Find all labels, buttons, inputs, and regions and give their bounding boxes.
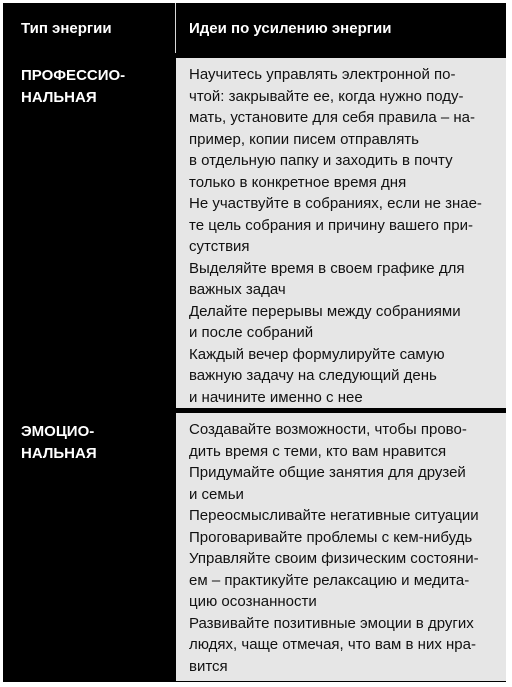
- idea-line: цию осознанности: [189, 593, 317, 610]
- idea-line: в отдельную папку и заходить в почту: [189, 152, 453, 169]
- table-header: [3, 3, 506, 53]
- row-type-line: НАЛЬНАЯ: [21, 445, 97, 462]
- idea-line: важную задачу на следующий день: [189, 367, 437, 384]
- idea-line: Научитесь управлять электронной по-: [189, 66, 456, 83]
- idea-line: Проговаривайте проблемы с кем-нибудь: [189, 528, 473, 546]
- idea-line: дить время с теми, кто вам нравится: [189, 442, 447, 460]
- header-energy-ideas: Идеи по усилению энергии: [189, 19, 392, 37]
- idea-line: Управляйте своим физическим состояни-: [189, 550, 479, 567]
- header-divider: [175, 3, 176, 53]
- idea-line: сутствия: [189, 238, 250, 255]
- idea-line: вится: [189, 657, 228, 675]
- idea-line: Придумайте общие занятия для друзей: [189, 464, 466, 481]
- row-ideas-professional: [176, 58, 506, 408]
- row-type-line: ЭМОЦИО-: [21, 423, 95, 440]
- idea-line: мать, установите для себя правила – на-: [189, 109, 475, 126]
- row-ideas-emotional: [176, 413, 506, 681]
- idea-line: Каждый вечер формулируйте самую: [189, 345, 445, 363]
- idea-line: людях, чаще отмечая, что вам в них нра-: [189, 636, 476, 653]
- idea-line: Развивайте позитивные эмоции в других: [189, 614, 474, 632]
- idea-line: те цель собрания и причину вашего при-: [189, 216, 473, 234]
- row-type-line: НАЛЬНАЯ: [21, 89, 97, 106]
- row-type-emotional: [21, 421, 97, 465]
- row-type-professional: [21, 65, 125, 109]
- header-energy-type: Тип энергии: [21, 19, 112, 37]
- idea-line: и начините именно с нее: [189, 388, 363, 406]
- idea-line: Делайте перерывы между собраниями: [189, 302, 461, 320]
- idea-line: чтой: закрывайте ее, когда нужно поду-: [189, 87, 464, 105]
- idea-line: и после собраний: [189, 324, 314, 341]
- idea-line: Не участвуйте в собраниях, если не знае-: [189, 195, 482, 212]
- idea-line: Создавайте возможности, чтобы прово-: [189, 421, 467, 438]
- energy-table: [3, 3, 506, 682]
- idea-line: важных задач: [189, 281, 286, 298]
- idea-line: Переосмысливайте негативные ситуации: [189, 507, 479, 524]
- row-type-line: ПРОФЕССИО-: [21, 67, 126, 84]
- idea-line: и семьи: [189, 485, 244, 503]
- idea-line: пример, копии писем отправлять: [189, 130, 419, 148]
- idea-line: только в конкретное время дня: [189, 173, 407, 191]
- idea-line: ем – практикуйте релаксацию и медита-: [189, 571, 470, 589]
- idea-line: Выделяйте время в своем графике для: [189, 259, 465, 277]
